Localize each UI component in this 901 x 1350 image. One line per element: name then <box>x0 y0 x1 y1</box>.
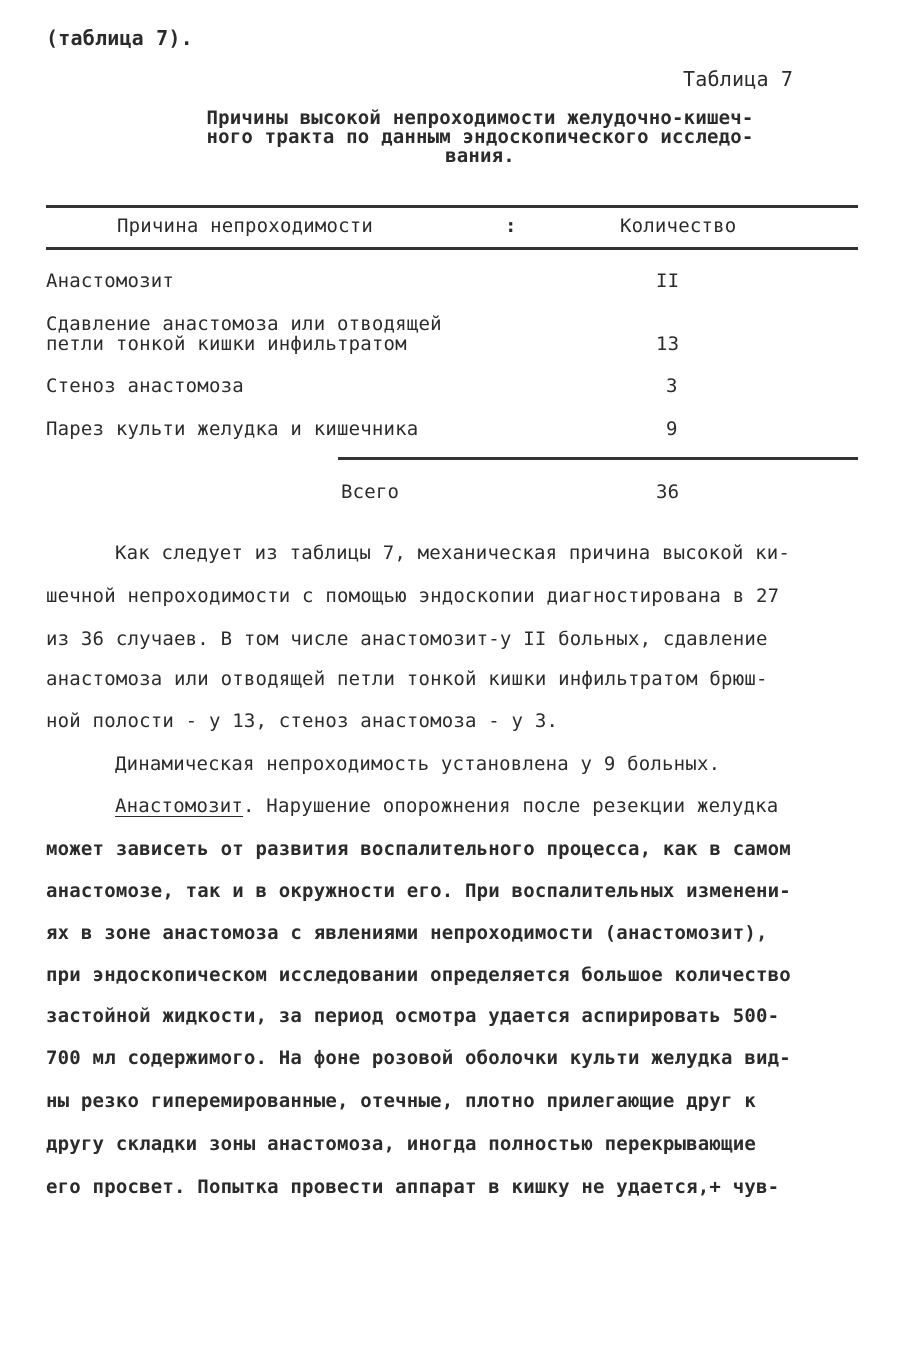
table-header-rule <box>46 247 858 250</box>
paragraph-line: Динамическая непроходимость установлена у 9 больных. <box>115 753 721 775</box>
table-title <box>170 109 790 166</box>
row-count: 3 <box>666 375 678 397</box>
paragraph-line: анастомоза или отводящей петли тонкой кишки инфильтратом брюш- <box>46 668 768 690</box>
row-cause: петли тонкой кишки инфильтратом <box>46 333 407 355</box>
table-top-rule <box>46 205 858 208</box>
header-separator: : <box>505 215 517 237</box>
table-title-line: ного тракта по данным эндоскопического исследо- <box>206 126 754 148</box>
paragraph-line: ной полости - у 13, стеноз анастомоза - у 3. <box>46 710 559 732</box>
paragraph-line: 700 мл содержимого. На фоне розовой оболочки культи желудка вид- <box>46 1047 791 1069</box>
row-cause: Анастомозит <box>46 270 175 292</box>
paragraph-line: шечной непроходимости с помощью эндоскопии диагностирована в 27 <box>46 585 780 607</box>
paragraph-line: ях в зоне анастомоза с явлениями непроходимости (анастомозит), <box>46 922 768 944</box>
table-title-line: Причины высокой непроходимости желудочно-кишеч- <box>206 107 754 129</box>
row-cause: Стеноз анастомоза <box>46 375 244 397</box>
paragraph-line: может зависеть от развития воспалительного процесса, как в самом <box>46 838 791 860</box>
row-cause: Парез культи желудка и кишечника <box>46 418 419 440</box>
row-count: II <box>656 270 680 292</box>
paragraph-line: анастомозе, так и в окружности его. При воспалительных изменени- <box>46 880 791 902</box>
header-count: Количество <box>620 215 737 237</box>
total-count: 36 <box>656 481 680 503</box>
row-count: 9 <box>666 418 678 440</box>
paragraph-line: при эндоскопическом исследовании определяется большое количество <box>46 964 791 986</box>
paragraph-line: ны резко гиперемированные, отечные, плотно прилегающие друг к <box>46 1090 756 1112</box>
header-cause: Причина непроходимости <box>117 215 374 237</box>
paragraph-text: . Нарушение опорожнения после резекции желудка <box>243 795 779 817</box>
paragraph-line: застойной жидкости, за период осмотра удается аспирировать 500- <box>46 1005 780 1027</box>
paragraph-line: Как следует из таблицы 7, механическая причина высокой ки- <box>115 542 791 564</box>
paragraph-first-line <box>115 795 778 817</box>
paragraph-line: его просвет. Попытка провести аппарат в кишку не удается,+ чув- <box>46 1176 780 1198</box>
table-label: Таблица 7 <box>683 67 794 91</box>
table-total-rule <box>338 457 858 460</box>
term-anastomositis: Анастомозит <box>115 795 244 817</box>
intro-text: (таблица 7). <box>46 26 193 50</box>
row-count: 13 <box>656 333 680 355</box>
paragraph-line: другу складки зоны анастомоза, иногда полностью перекрывающие <box>46 1133 756 1155</box>
total-label: Всего <box>341 481 400 503</box>
row-cause: Сдавление анастомоза или отводящей <box>46 313 442 335</box>
paragraph-line: из 36 случаев. В том числе анастомозит-у II больных, сдавление <box>46 628 768 650</box>
table-title-line: вания. <box>445 145 515 167</box>
